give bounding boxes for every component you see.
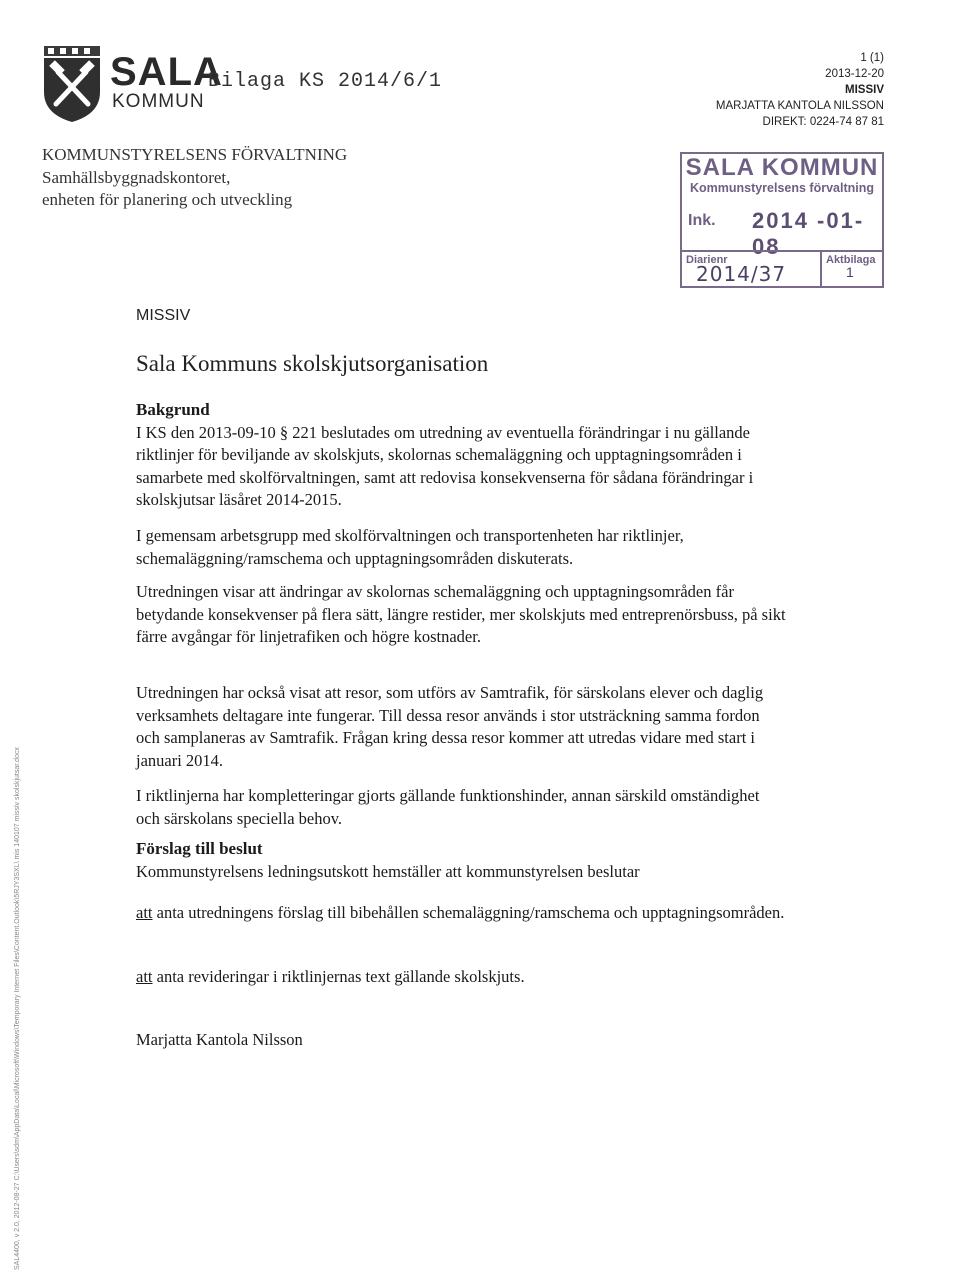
org-line-3: enheten för planering och utveckling [42,190,293,209]
decision-item-1 [136,902,786,925]
missiv-label: MISSIV [136,307,191,324]
paragraph-5: I riktlinjerna har kompletteringar gjorts gällande funktionshinder, annan särskild omständighet och särskolans speciella behov. [136,786,760,828]
decision-item-2 [136,966,786,989]
stamp-row [682,250,882,286]
heading-forslag: Förslag till beslut [136,839,263,858]
stamp-cell-diarienr [682,252,822,286]
page-number: 1 (1) [860,52,884,64]
aktbilaga-label: Aktbilaga [826,254,876,266]
logo-subtitle: KOMMUN [112,91,205,112]
aktbilaga-value: 1 [846,264,854,280]
attachment-reference: Bilaga KS 2014/6/1 [208,70,443,93]
author-name: MARJATTA KANTOLA NILSSON [715,100,884,112]
logo-name: SALA [110,50,223,94]
paragraph-3: Utredningen visar att ändringar av skolornas schemaläggning och upptagningsområden får betydande konsekvenser på flera sätt, längre restider, mer skolskjuts med entreprenörsbuss, på sikt färre avgångar för linjetrafiken och högre kostnader. [136,582,786,646]
diarienr-label: Diarienr [686,254,728,266]
document-date: 2013-12-20 [825,68,884,80]
org-line-1: KOMMUNSTYRELSENS FÖRVALTNING [42,145,348,164]
paragraph-4: Utredningen har också visat att resor, som utförs av Samtrafik, för särskolans elever och daglig verksamhets deltagare inte fungerar. Till dessa resor används i stor utsträckning samma fordon och samplaneras av Samtrafik. Frågan kring dessa resor kommer att utredas vidare med start i januari 2014. [136,683,764,770]
paragraph-1: I KS den 2013-09-10 § 221 beslutades om utredning av eventuella förändringar i nu gällande riktlinjer för beviljande av skolskjuts, skolornas schemaläggning och upptagningsområden i samarbete med skolförvaltningen, samt att redovisa konsekvenserna för sådana förändringar i skolskjutsar läsåret 2014-2015. [136,422,754,509]
vertical-file-path: SAL4400, v 2.0, 2012-08-27 C:\Users\sdm\AppData\Local\Microsoft\Windows\Temporary Internet Files\Content.Outlook\5RJY3SXL\ mis 140107 missiv skolskjutsar.docx [14,747,21,1270]
heading-bakgrund: Bakgrund [136,400,210,419]
paragraph-6: Kommunstyrelsens ledningsutskott hemställer att kommunstyrelsen beslutar [136,861,640,881]
municipality-crest-icon [42,46,102,122]
received-stamp [680,152,884,288]
section-bakgrund [136,399,786,512]
direct-phone: DIREKT: 0224-74 87 81 [762,116,884,128]
document-info [716,50,884,130]
stamp-title: SALA KOMMUN [685,154,879,181]
att-keyword: att [136,967,153,986]
diarienr-value: 2014/37 [696,262,787,286]
stamp-subtitle: Kommunstyrelsens förvaltning [689,181,875,195]
org-line-2: Samhällsbyggnadskontoret, [42,167,231,187]
organization-block [42,144,347,212]
decision-text-2: anta revideringar i riktlinjernas text gällande skolskjuts. [152,967,525,986]
document-title: Sala Kommuns skolskjutsorganisation [136,351,489,376]
decision-text-1: anta utredningens förslag till bibehållen schemaläggning/ramschema och upptagningsområden. [152,903,785,922]
document-type: MISSIV [845,84,884,96]
att-keyword: att [136,903,153,922]
stamp-date: 2014 -01- 08 [752,208,865,259]
paragraph-2: I gemensam arbetsgrupp med skolförvaltningen och transportenheten har riktlinjer, schemaläggning/ramschema och upptagningsområden diskuterats. [136,526,684,568]
stamp-ink-label: Ink. [688,212,716,229]
signature: Marjatta Kantola Nilsson [136,1030,303,1049]
section-forslag [136,838,786,883]
